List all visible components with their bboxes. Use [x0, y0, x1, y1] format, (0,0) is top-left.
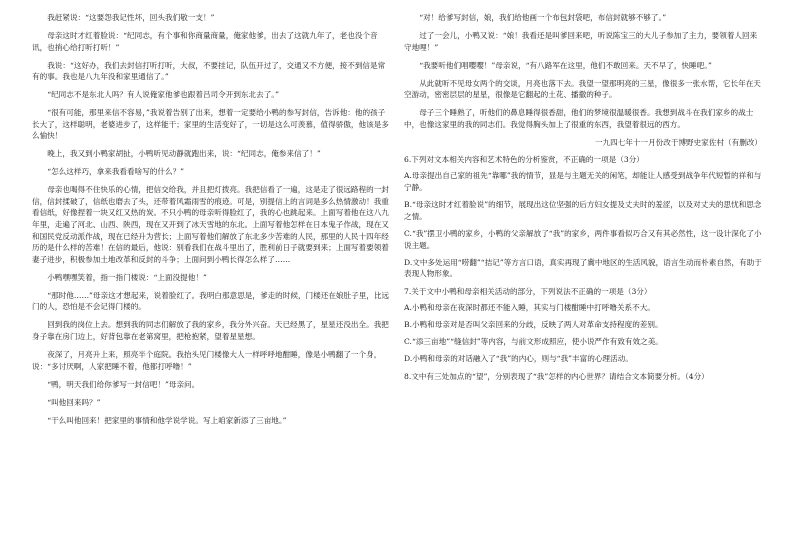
question-6-option-b: B.“母亲这时才红着脸说”的细节，展现出这位坚强的后方妇女提及丈夫时的羞涩，以及对丈夫的思忧和思念之情。 [404, 200, 762, 221]
paragraph-13: “鸭，明天我们给你爹写一封信吧！”母亲问。 [47, 379, 200, 389]
left-column [32, 12, 390, 432]
paragraph-1: 我赶紧说：“这要怨我记性坏，回头我们敬一支！” [47, 13, 215, 22]
paragraph-15: “干么叫他回来！把家里的事情和他学说学说。写上咱家新添了三亩地。” [47, 415, 287, 425]
paragraph-6: 晚上，我又到小鸭家胡扯，小鸭听见动静就跑出来，说：“纪同志，俺参来信了！” [47, 149, 321, 159]
question-6-option-c: C.“我”摆卫小鸭的家乡，小鸭的父亲解放了“我”的家乡，两件事看似巧合又有其必然性，这一设计深化了小说主题。 [404, 229, 762, 250]
question-7-option-b: B.小鸭和母亲对是否叫父亲回来的分歧，反映了两人对革命支持程度的差别。 [404, 319, 663, 329]
date-signature: 一九四七年十一月份改于博野史家佐村（有删改） [594, 137, 762, 147]
right-column [404, 12, 762, 387]
paragraph-2: 母亲这时才红着脸说：“纪同志，有个事和你商量商量，俺家他爹，出去了这就九年了，老也没个音讯，也捎心给打听打听！” [32, 30, 378, 52]
question-7-option-d: D.小鸭和母亲的对话融入了“我”的内心，则与“我”丰富的心理活动。 [404, 354, 633, 364]
paragraph-9: 小鸭嘿嘿笑着，指一指门楼说：“上面没提他！” [47, 272, 207, 282]
question-6-option-a: A.母亲提出自己家的祖先“靠哪”我的情节，显是与主题无关的闲笔，却能让人感受到战争年代短暂的祥和与宁静。 [404, 171, 762, 193]
paragraph-7: “怎么这样巧，拿来我看看啥写的什么？” [47, 167, 185, 177]
question-7-option-c: C.“添三亩地”“缝信封”等内容，与前文形成照应，使小说严作有致有效之美。 [404, 337, 663, 347]
paragraph-10: “那时他……”母亲这才想起来，说着脸红了。我明白那意思是，爹走的时候，门楼还在娘肚子里，比远门的人，恐怕是不会记得门楼的。 [32, 290, 390, 312]
paragraph-8: 母亲也喝得不住快乐的心情，把信交给我，并且把灯拨亮。我把信看了一遍，这是走了很远路程的一封信，信封揉破了，信纸也磨去了头，还带着风霜雨雪的痕迹。可是，别提信上的言词是多么热情激动！我重看信纸，好像捏着一块又红又热的炭。不只小鸭的母亲听得脸红了，我的心也跳起来。上面写着他在这八九年里，走遍了河北、山西、陕西，现在又开到了冰天雪地的东北。上面写着他怎样在日本鬼子作战，现在又和国民党反动派作战，现在已经升为营长；上面写着他们解放了东北多少苦难的人民，那里的人民十四年经历的是什么样的苦难！在信的最后，他说：别看我们在战斗里出了，胜利前日子就要到来；上面写着要领着妻子进步，积极参加土地改革和反封的斗争；上面问到小鸭长得怎么样了…… [32, 185, 389, 264]
paragraph-12: 夜深了，月亮升上来，照亮半个庭院。我抬头见门楼像大人一样呼呼地酣睡，像是小鸭翻了一个身，说：“多讨厌啊，人家把睡不着，他都打呼噜！” [32, 349, 382, 371]
story-paragraph-4: 从此就听不见母女两个的交谈，月亮也落下去。我望一望那明亮的三星，像很多一张水帮，它长年在天空游动，密密层层的星星，很像是它翻起的土花、播撒的种子。 [404, 78, 761, 100]
paragraph-3: 我说：“这好办，我们去封信打听打听，大叔，不要挂记，队伍开过了，交通又不方便，接不到信是常有的事。我也是八九年没和家里通信了。” [32, 60, 386, 82]
story-paragraph-3: “我要听他们唱嘤嘤！”母亲说，“有八路军在这里，他们不敢回来。天不早了，快睡吧。” [419, 60, 712, 70]
paragraph-14: “叫他回来吗？” [47, 397, 101, 407]
story-paragraph-5: 母子三个睡熟了，听他们的鼻息睡得很香甜，他们的梦境很温暖很香。我想到战斗在我们家乡的战士中，也像这家里的我的同志们。我觉得胸头加上了很重的东西，我望着很远的西方。 [404, 108, 754, 129]
story-paragraph-2: 过了一会儿，小鸭又说：“娘！我看还是叫爹回来吧，听说陈宝三的大儿子参加了主力，要领着人回来守地哩！” [404, 30, 758, 52]
paragraph-11: 回到我的岗位上去。想到我的同志们解放了我的家乡，我分外兴奋。天已经黑了，星星还没出全。我把身子靠在房门边上，好背包靠在老第窝里，把枪抱紧，望着星星想。 [32, 320, 389, 341]
question-7-option-a: A.小鸭和母亲在夜深时都还不能入睡，其实与门楼酣睡中打呼噜关系不大。 [404, 302, 655, 312]
question-8-stem: 8.文中有三处加点的“望”，分别表现了“我”怎样的内心世界？请结合文本简要分析。（4分） [404, 371, 709, 381]
question-6-stem: 6.下列对文本相关内容和艺术特色的分析鉴赏，不正确的一项是（3分） [404, 155, 644, 165]
question-7-stem: 7.关于文中小鸭和母亲相关活动的部分，下列说法不正确的一项是（3分） [404, 286, 652, 296]
paragraph-5: “很有可能，那里来信不容易，”我说着告别了出来，想着一定要给小鸭的参写封信，告诉他：他的孩子长大了，这样聪明，老婆进步了，这样能干；家里的生活变好了，一切是这么可羡慕，值得骄傲，他该是多么愉快！ [32, 108, 389, 141]
question-6-option-d: D.文中多处运用“唠翻”“拮记”等方言口语，真实再现了冀中地区的生活风貌，语言生动而朴素自然，有助于表现人物形象。 [404, 257, 762, 279]
story-paragraph-1: “对！给爹写封信，娘，我们给他画一个布包封袋吧，布信封就够不够了。” [419, 13, 667, 22]
paragraph-4: “纪同志不是东北人吗？有人说俺家他爹也跟着吕司令开到东北去了。” [47, 90, 279, 100]
